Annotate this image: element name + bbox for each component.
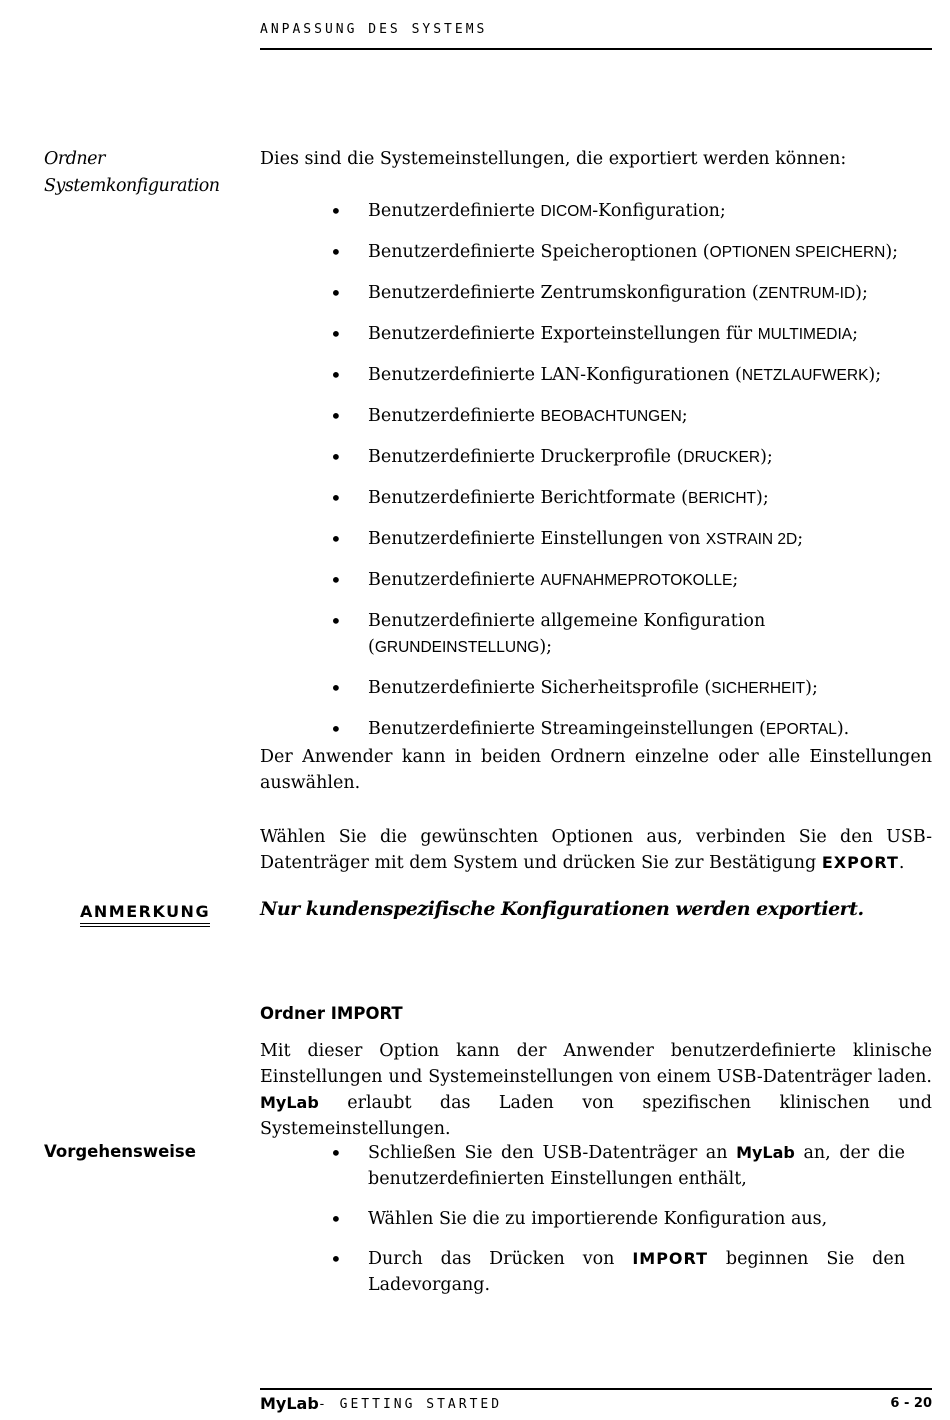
list-item: • Durch das Drücken von IMPORT beginnen Sie den Ladevorgang. bbox=[330, 1246, 905, 1298]
page-footer bbox=[260, 1388, 932, 1418]
list-item: • Benutzerdefinierte Streamingeinstellungen (EPORTAL). bbox=[330, 716, 930, 743]
list-item: • Benutzerdefinierte BEOBACHTUNGEN; bbox=[330, 403, 930, 430]
list-item: • Benutzerdefinierte Einstellungen von XSTRAIN 2D; bbox=[330, 526, 930, 553]
header-title: ANPASSUNG DES SYSTEMS bbox=[260, 22, 488, 37]
export-key-label: EXPORT bbox=[821, 853, 899, 872]
import-key-label: IMPORT bbox=[632, 1249, 709, 1268]
list-item: • Benutzerdefinierte Speicheroptionen (OPTIONEN SPEICHERN); bbox=[330, 239, 930, 266]
list-item: • Benutzerdefinierte Druckerprofile (DRUCKER); bbox=[330, 444, 930, 471]
export-settings-list bbox=[330, 198, 930, 757]
note-label: ANMERKUNG bbox=[80, 902, 210, 927]
list-item: • Benutzerdefinierte Zentrumskonfiguration (ZENTRUM-ID); bbox=[330, 280, 930, 307]
page-number: 6 - 20 bbox=[890, 1396, 932, 1411]
side-heading-ordner bbox=[44, 146, 234, 200]
list-item: • Schließen Sie den USB-Datenträger an MyLab an, der die benutzerdefinierten Einstellungen enthält, bbox=[330, 1140, 905, 1192]
list-item: • Benutzerdefinierte Berichtformate (BERICHT); bbox=[330, 485, 930, 512]
side-heading-line2: Systemkonfiguration bbox=[44, 176, 220, 196]
footer-brand: MyLab bbox=[260, 1394, 319, 1413]
import-paragraph: Mit dieser Option kann der Anwender benutzerdefinierte klinische Einstellungen und Systemeinstellungen von einem USB-Datenträger laden. MyLab erlaubt das Laden von spezifischen klinischen und Systemeinstellungen. bbox=[260, 1041, 932, 1139]
intro-paragraph: Dies sind die Systemeinstellungen, die exportiert werden können: bbox=[260, 149, 847, 169]
list-item: • Benutzerdefinierte LAN-Konfigurationen (NETZLAUFWERK); bbox=[330, 362, 930, 389]
import-heading: Ordner IMPORT bbox=[260, 1004, 403, 1023]
footer-subtitle: - GETTING STARTED bbox=[318, 1397, 503, 1412]
page-header bbox=[260, 22, 932, 50]
brand-name: MyLab bbox=[260, 1093, 319, 1112]
procedure-label: Vorgehensweise bbox=[44, 1142, 196, 1161]
list-item: • Wählen Sie die zu importierende Konfiguration aus, bbox=[330, 1206, 905, 1232]
note-text: Nur kundenspezifische Konfigurationen werden exportiert. bbox=[260, 898, 864, 920]
usb-paragraph: Wählen Sie die gewünschten Optionen aus, verbinden Sie den USB-Datenträger mit dem System und drücken Sie zur Bestätigung EXPORT. bbox=[260, 827, 932, 873]
brand-name: MyLab bbox=[736, 1143, 795, 1162]
list-item: • Benutzerdefinierte AUFNAHMEPROTOKOLLE; bbox=[330, 567, 930, 594]
list-item: • Benutzerdefinierte DICOM-Konfiguration; bbox=[330, 198, 930, 225]
selection-paragraph: Der Anwender kann in beiden Ordnern einzelne oder alle Einstellungen auswählen. bbox=[260, 747, 932, 793]
list-item: • Benutzerdefinierte allgemeine Konfiguration (GRUNDEINSTELLUNG); bbox=[330, 608, 930, 661]
procedure-steps-list bbox=[330, 1140, 905, 1312]
list-item: • Benutzerdefinierte Exporteinstellungen für MULTIMEDIA; bbox=[330, 321, 930, 348]
list-item: • Benutzerdefinierte Sicherheitsprofile (SICHERHEIT); bbox=[330, 675, 930, 702]
side-heading-line1: Ordner bbox=[44, 149, 105, 169]
